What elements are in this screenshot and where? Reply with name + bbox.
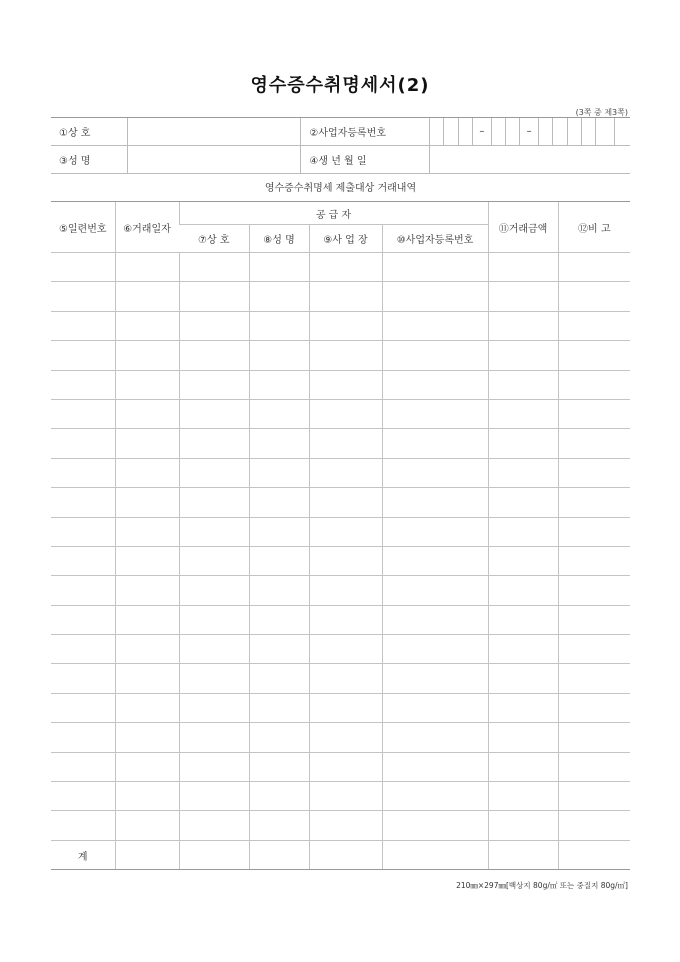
table-cell[interactable] bbox=[179, 517, 249, 546]
table-cell[interactable] bbox=[51, 723, 115, 752]
table-cell[interactable] bbox=[51, 664, 115, 693]
table-cell[interactable] bbox=[179, 576, 249, 605]
name-field[interactable] bbox=[127, 146, 301, 174]
biz-reg-dash: – bbox=[520, 118, 539, 146]
table-cell[interactable] bbox=[488, 399, 558, 428]
table-cell[interactable] bbox=[558, 341, 630, 370]
table-cell[interactable] bbox=[382, 546, 488, 575]
table-cell[interactable] bbox=[558, 664, 630, 693]
table-cell[interactable] bbox=[309, 782, 382, 811]
table-cell[interactable] bbox=[115, 635, 179, 664]
table-cell[interactable] bbox=[115, 664, 179, 693]
biz-reg-digit[interactable] bbox=[582, 118, 596, 146]
table-header-row bbox=[51, 202, 630, 225]
table-row bbox=[51, 605, 630, 634]
table-cell[interactable] bbox=[249, 458, 309, 487]
table-cell[interactable] bbox=[179, 605, 249, 634]
table-row bbox=[51, 635, 630, 664]
table-cell[interactable] bbox=[179, 429, 249, 458]
table-row bbox=[51, 311, 630, 340]
table-cell[interactable] bbox=[115, 517, 179, 546]
table-cell[interactable] bbox=[249, 253, 309, 282]
table-cell[interactable] bbox=[382, 723, 488, 752]
table-cell[interactable] bbox=[309, 811, 382, 840]
table-cell[interactable] bbox=[115, 693, 179, 722]
table-cell[interactable] bbox=[249, 488, 309, 517]
table-cell[interactable] bbox=[309, 664, 382, 693]
table-cell[interactable] bbox=[309, 517, 382, 546]
table-cell[interactable] bbox=[382, 370, 488, 399]
section-subtitle: 영수증수취명세 제출대상 거래내역 bbox=[264, 183, 417, 194]
table-cell[interactable] bbox=[249, 664, 309, 693]
table-cell[interactable] bbox=[115, 782, 179, 811]
table-cell[interactable] bbox=[115, 488, 179, 517]
page-note: (3쪽 중 제3쪽) bbox=[575, 108, 628, 117]
table-cell[interactable] bbox=[382, 341, 488, 370]
table-cell[interactable] bbox=[249, 546, 309, 575]
table-cell[interactable] bbox=[558, 840, 630, 869]
table-cell[interactable] bbox=[488, 664, 558, 693]
table-cell[interactable] bbox=[179, 458, 249, 487]
table-cell[interactable] bbox=[488, 458, 558, 487]
table-cell[interactable] bbox=[382, 458, 488, 487]
table-cell[interactable] bbox=[488, 429, 558, 458]
birth-date-field[interactable] bbox=[429, 146, 630, 174]
table-cell[interactable] bbox=[249, 605, 309, 634]
table-row bbox=[51, 370, 630, 399]
table-cell[interactable] bbox=[558, 370, 630, 399]
col-header-supplier: 공 급 자 bbox=[179, 202, 488, 225]
table-cell[interactable] bbox=[249, 429, 309, 458]
table-cell[interactable] bbox=[309, 752, 382, 781]
biz-reg-label: ②사업자등록번호 bbox=[301, 118, 430, 146]
table-cell[interactable] bbox=[249, 341, 309, 370]
table-cell[interactable] bbox=[51, 635, 115, 664]
table-cell[interactable] bbox=[51, 429, 115, 458]
table-cell[interactable] bbox=[51, 576, 115, 605]
table-cell[interactable] bbox=[179, 282, 249, 311]
table-cell[interactable] bbox=[115, 282, 179, 311]
table-cell[interactable] bbox=[488, 282, 558, 311]
table-cell[interactable] bbox=[382, 488, 488, 517]
table-cell[interactable] bbox=[309, 429, 382, 458]
biz-reg-digit[interactable] bbox=[538, 118, 552, 146]
table-row bbox=[51, 782, 630, 811]
table-cell[interactable] bbox=[309, 488, 382, 517]
table-row bbox=[51, 488, 630, 517]
table-cell[interactable] bbox=[179, 752, 249, 781]
table-cell[interactable] bbox=[309, 723, 382, 752]
table-cell[interactable] bbox=[558, 253, 630, 282]
table-cell[interactable] bbox=[115, 253, 179, 282]
table-cell[interactable] bbox=[309, 635, 382, 664]
col-header-supplier-person: ⑧성 명 bbox=[249, 225, 309, 253]
biz-reg-digit[interactable] bbox=[444, 118, 458, 146]
table-row bbox=[51, 811, 630, 840]
table-cell[interactable] bbox=[382, 840, 488, 869]
table-cell[interactable] bbox=[558, 546, 630, 575]
total-row bbox=[51, 840, 630, 869]
table-cell[interactable] bbox=[51, 370, 115, 399]
table-cell[interactable] bbox=[51, 605, 115, 634]
table-cell[interactable] bbox=[488, 488, 558, 517]
trade-name-label: ①상 호 bbox=[51, 118, 127, 146]
table-cell[interactable] bbox=[382, 664, 488, 693]
birth-date-label: ④생 년 월 일 bbox=[301, 146, 430, 174]
biz-reg-digit[interactable] bbox=[614, 118, 630, 146]
table-cell[interactable] bbox=[382, 635, 488, 664]
table-cell[interactable] bbox=[488, 253, 558, 282]
table-cell[interactable] bbox=[558, 429, 630, 458]
biz-reg-digit[interactable] bbox=[553, 118, 567, 146]
table-cell[interactable] bbox=[179, 370, 249, 399]
table-cell[interactable] bbox=[115, 546, 179, 575]
table-cell[interactable] bbox=[309, 341, 382, 370]
table-cell[interactable] bbox=[115, 723, 179, 752]
table-cell[interactable] bbox=[51, 517, 115, 546]
table-cell[interactable] bbox=[179, 399, 249, 428]
table-cell[interactable] bbox=[51, 782, 115, 811]
table-row bbox=[51, 458, 630, 487]
table-cell[interactable] bbox=[179, 693, 249, 722]
table-row bbox=[51, 546, 630, 575]
table-cell[interactable] bbox=[115, 458, 179, 487]
biz-reg-digit[interactable] bbox=[429, 118, 443, 146]
table-row bbox=[51, 517, 630, 546]
table-cell[interactable] bbox=[382, 693, 488, 722]
table-cell[interactable] bbox=[51, 811, 115, 840]
table-cell[interactable] bbox=[179, 782, 249, 811]
table-cell[interactable] bbox=[179, 546, 249, 575]
table-cell[interactable] bbox=[488, 723, 558, 752]
col-header-workplace: ⑨사 업 장 bbox=[309, 225, 382, 253]
table-cell[interactable] bbox=[249, 282, 309, 311]
table-cell[interactable] bbox=[249, 399, 309, 428]
col-header-supplier-reg: ⑩사업자등록번호 bbox=[382, 225, 488, 253]
header-row-1 bbox=[51, 118, 630, 146]
table-cell[interactable] bbox=[488, 576, 558, 605]
table-cell[interactable] bbox=[382, 605, 488, 634]
biz-reg-digit[interactable] bbox=[458, 118, 472, 146]
table-cell[interactable] bbox=[558, 488, 630, 517]
table-cell[interactable] bbox=[115, 840, 179, 869]
table-cell[interactable] bbox=[51, 253, 115, 282]
table-cell[interactable] bbox=[382, 311, 488, 340]
table-cell[interactable] bbox=[115, 576, 179, 605]
table-cell[interactable] bbox=[115, 429, 179, 458]
col-header-supplier-name: ⑦상 호 bbox=[179, 225, 249, 253]
table-row bbox=[51, 429, 630, 458]
table-cell[interactable] bbox=[309, 605, 382, 634]
table-cell[interactable] bbox=[309, 458, 382, 487]
table-cell[interactable] bbox=[179, 664, 249, 693]
table-cell[interactable] bbox=[309, 546, 382, 575]
table-cell[interactable] bbox=[309, 576, 382, 605]
table-cell[interactable] bbox=[179, 311, 249, 340]
table-cell[interactable] bbox=[488, 546, 558, 575]
table-cell[interactable] bbox=[488, 605, 558, 634]
table-cell[interactable] bbox=[382, 517, 488, 546]
table-cell[interactable] bbox=[309, 399, 382, 428]
col-header-amount: ⑪거래금액 bbox=[488, 202, 558, 253]
table-cell[interactable] bbox=[115, 811, 179, 840]
table-cell[interactable] bbox=[309, 840, 382, 869]
table-cell[interactable] bbox=[249, 840, 309, 869]
table-cell[interactable] bbox=[309, 253, 382, 282]
table-cell[interactable] bbox=[558, 311, 630, 340]
biz-reg-digit[interactable] bbox=[596, 118, 615, 146]
table-row bbox=[51, 399, 630, 428]
table-cell[interactable] bbox=[488, 635, 558, 664]
table-cell[interactable] bbox=[558, 693, 630, 722]
total-label: 계 bbox=[51, 840, 115, 869]
table-cell[interactable] bbox=[488, 782, 558, 811]
form-title: 영수증수취명세서(2) bbox=[250, 75, 430, 96]
col-header-note: ⑫비 고 bbox=[558, 202, 630, 253]
table-cell[interactable] bbox=[179, 635, 249, 664]
table-cell[interactable] bbox=[558, 752, 630, 781]
table-cell[interactable] bbox=[558, 458, 630, 487]
table-cell[interactable] bbox=[558, 399, 630, 428]
header-table bbox=[51, 117, 630, 174]
table-cell[interactable] bbox=[249, 811, 309, 840]
table-cell[interactable] bbox=[488, 752, 558, 781]
table-cell[interactable] bbox=[179, 811, 249, 840]
table-cell[interactable] bbox=[488, 370, 558, 399]
table-cell[interactable] bbox=[179, 341, 249, 370]
table-cell[interactable] bbox=[488, 341, 558, 370]
table-cell[interactable] bbox=[179, 253, 249, 282]
table-cell[interactable] bbox=[488, 811, 558, 840]
table-cell[interactable] bbox=[382, 811, 488, 840]
table-cell[interactable] bbox=[558, 811, 630, 840]
table-cell[interactable] bbox=[115, 341, 179, 370]
table-cell[interactable] bbox=[51, 488, 115, 517]
table-cell[interactable] bbox=[309, 693, 382, 722]
table-cell[interactable] bbox=[309, 370, 382, 399]
table-cell[interactable] bbox=[558, 517, 630, 546]
table-cell[interactable] bbox=[249, 752, 309, 781]
table-cell[interactable] bbox=[51, 752, 115, 781]
table-cell[interactable] bbox=[51, 546, 115, 575]
paper-spec-footer: 210㎜×297㎜[백상지 80g/㎡ 또는 중질지 80g/㎡] bbox=[456, 881, 628, 890]
trade-name-field[interactable] bbox=[127, 118, 301, 146]
table-cell[interactable] bbox=[558, 282, 630, 311]
header-row-2 bbox=[51, 146, 630, 174]
table-cell[interactable] bbox=[382, 282, 488, 311]
table-cell[interactable] bbox=[249, 576, 309, 605]
table-cell[interactable] bbox=[309, 311, 382, 340]
table-cell[interactable] bbox=[249, 517, 309, 546]
table-row bbox=[51, 253, 630, 282]
table-cell[interactable] bbox=[558, 605, 630, 634]
col-header-serial: ⑤일련번호 bbox=[51, 202, 115, 253]
table-cell[interactable] bbox=[488, 693, 558, 722]
total-amount-cell[interactable] bbox=[488, 840, 558, 869]
table-cell[interactable] bbox=[51, 282, 115, 311]
table-row bbox=[51, 723, 630, 752]
table-row bbox=[51, 664, 630, 693]
table-cell[interactable] bbox=[51, 693, 115, 722]
table-cell[interactable] bbox=[382, 253, 488, 282]
table-row bbox=[51, 752, 630, 781]
table-row bbox=[51, 282, 630, 311]
table-cell[interactable] bbox=[309, 282, 382, 311]
table-cell[interactable] bbox=[382, 752, 488, 781]
table-cell[interactable] bbox=[249, 311, 309, 340]
table-cell[interactable] bbox=[249, 635, 309, 664]
table-cell[interactable] bbox=[558, 576, 630, 605]
table-cell[interactable] bbox=[249, 370, 309, 399]
table-cell[interactable] bbox=[488, 517, 558, 546]
table-cell[interactable] bbox=[382, 399, 488, 428]
table-cell[interactable] bbox=[382, 429, 488, 458]
table-cell[interactable] bbox=[115, 752, 179, 781]
table-cell[interactable] bbox=[488, 311, 558, 340]
table-cell[interactable] bbox=[382, 782, 488, 811]
biz-reg-dash: – bbox=[473, 118, 492, 146]
table-cell[interactable] bbox=[51, 399, 115, 428]
table-cell[interactable] bbox=[249, 693, 309, 722]
table-cell[interactable] bbox=[115, 311, 179, 340]
table-row bbox=[51, 341, 630, 370]
table-cell[interactable] bbox=[249, 723, 309, 752]
table-cell[interactable] bbox=[115, 605, 179, 634]
transactions-table bbox=[51, 201, 630, 870]
biz-reg-digit[interactable] bbox=[567, 118, 581, 146]
table-row bbox=[51, 693, 630, 722]
table-cell[interactable] bbox=[382, 576, 488, 605]
table-cell[interactable] bbox=[51, 458, 115, 487]
table-cell[interactable] bbox=[249, 782, 309, 811]
table-cell[interactable] bbox=[558, 782, 630, 811]
col-header-date: ⑥거래일자 bbox=[115, 202, 179, 253]
table-cell[interactable] bbox=[558, 723, 630, 752]
table-cell[interactable] bbox=[51, 311, 115, 340]
table-cell[interactable] bbox=[179, 723, 249, 752]
table-cell[interactable] bbox=[115, 370, 179, 399]
table-cell[interactable] bbox=[51, 341, 115, 370]
table-cell[interactable] bbox=[115, 399, 179, 428]
table-cell[interactable] bbox=[179, 488, 249, 517]
table-row bbox=[51, 576, 630, 605]
biz-reg-digit[interactable] bbox=[491, 118, 505, 146]
biz-reg-digit[interactable] bbox=[506, 118, 520, 146]
table-cell[interactable] bbox=[558, 635, 630, 664]
name-label: ③성 명 bbox=[51, 146, 127, 174]
table-cell[interactable] bbox=[179, 840, 249, 869]
